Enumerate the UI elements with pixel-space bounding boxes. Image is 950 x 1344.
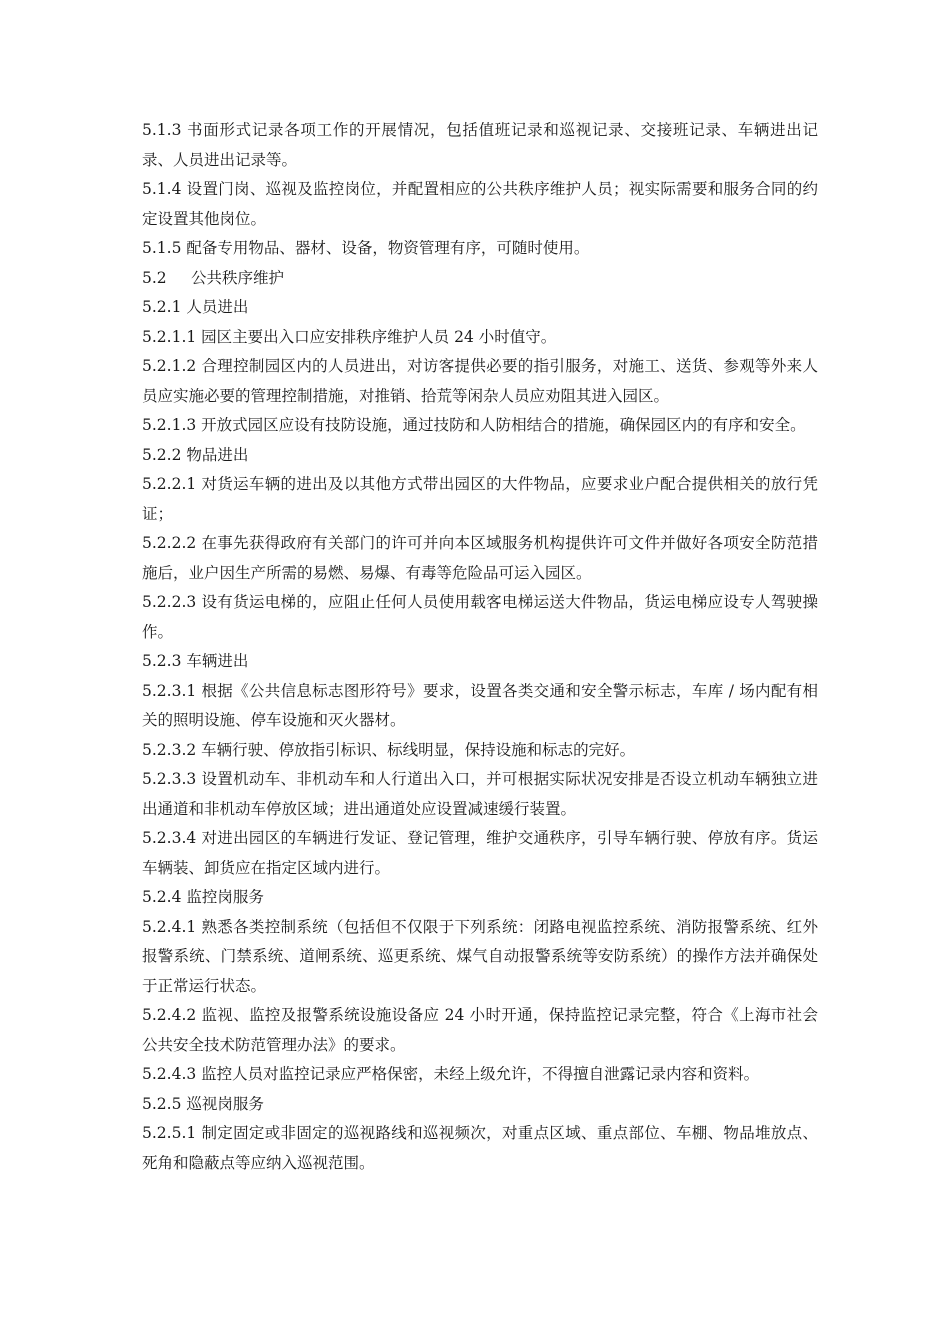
clause-5-2-3-2: 5.2.3.2 车辆行驶、停放指引标识、标线明显，保持设施和标志的完好。	[142, 740, 636, 759]
subsection-heading-5-2-4: 5.2.4 监控岗服务	[142, 888, 264, 906]
clause-5-2-1-2: 5.2.1.2 合理控制园区内的人员进出，对访客提供必要的指引服务，对施工、送货、参观等外来人员应实施必要的管理控制措施，对推销、拾荒等闲杂人员应劝阻其进入园区。	[142, 357, 818, 405]
section-heading-5-2	[142, 264, 818, 294]
clause-5-2-4-3: 5.2.4.3 监控人员对监控记录应严格保密，未经上级允许，不得擅自泄露记录内容和资料。	[142, 1065, 760, 1083]
subsection-heading-5-2-2: 5.2.2 物品进出	[142, 445, 249, 464]
clause-5-2-3-3: 5.2.3.3 设置机动车、非机动车和人行道出入口，并可根据实际状况安排是否设立机动车辆独立进出通道和非机动车停放区域；进出通道处应设置减速缓行装置。	[142, 770, 818, 818]
subsection-heading-5-2-3: 5.2.3 车辆进出	[142, 652, 249, 670]
clause-5-1-4: 5.1.4 设置门岗、巡视及监控岗位，并配置相应的公共秩序维护人员；视实际需要和服务合同的约定设置其他岗位。	[142, 180, 818, 228]
clause-5-2-2-2: 5.2.2.2 在事先获得政府有关部门的许可并向本区域服务机构提供许可文件并做好各项安全防范措施后，业户因生产所需的易燃、易爆、有毒等危险品可运入园区。	[142, 534, 818, 582]
subsection-heading-5-2-5: 5.2.5 巡视岗服务	[142, 1094, 264, 1113]
clause-5-2-1-3: 5.2.1.3 开放式园区应设有技防设施，通过技防和人防相结合的措施，确保园区内的有序和安全。	[142, 416, 806, 434]
clause-5-2-5-1: 5.2.5.1 制定固定或非固定的巡视路线和巡视频次，对重点区域、重点部位、车棚、物品堆放点、死角和隐蔽点等应纳入巡视范围。	[142, 1124, 818, 1172]
clause-5-1-3: 5.1.3 书面形式记录各项工作的开展情况，包括值班记录和巡视记录、交接班记录、车辆进出记录、人员进出记录等。	[142, 121, 818, 169]
clause-5-2-2-1: 5.2.2.1 对货运车辆的进出及以其他方式带出园区的大件物品，应要求业户配合提供相关的放行凭证；	[142, 475, 818, 523]
section-title: 公共秩序维护	[190, 268, 284, 287]
clause-5-2-3-4: 5.2.3.4 对进出园区的车辆进行发证、登记管理，维护交通秩序，引导车辆行驶、停放有序。货运车辆装、卸货应在指定区域内进行。	[142, 829, 818, 877]
clause-5-1-5: 5.1.5 配备专用物品、器材、设备，物资管理有序，可随时使用。	[142, 239, 590, 257]
clause-5-2-1-1: 5.2.1.1 园区主要出入口应安排秩序维护人员 24 小时值守。	[142, 327, 557, 346]
section-number: 5.2	[142, 268, 167, 287]
clause-5-2-2-3: 5.2.2.3 设有货运电梯的，应阻止任何人员使用载客电梯运送大件物品，货运电梯应设专人驾驶操作。	[142, 593, 818, 641]
document-body	[142, 116, 818, 1178]
subsection-heading-5-2-1: 5.2.1 人员进出	[142, 298, 249, 316]
clause-5-2-4-1: 5.2.4.1 熟悉各类控制系统（包括但不仅限于下列系统：闭路电视监控系统、消防报警系统、红外报警系统、门禁系统、道闸系统、巡更系统、煤气自动报警系统等安防系统）的操作方法并确保处于正常运行状态。	[142, 917, 818, 995]
clause-5-2-4-2: 5.2.4.2 监视、监控及报警系统设施设备应 24 小时开通，保持监控记录完整，符合《上海市社会公共安全技术防范管理办法》的要求。	[142, 1006, 818, 1054]
clause-5-2-3-1: 5.2.3.1 根据《公共信息标志图形符号》要求，设置各类交通和安全警示标志，车库 / 场内配有相关的照明设施、停车设施和灭火器材。	[142, 681, 818, 729]
